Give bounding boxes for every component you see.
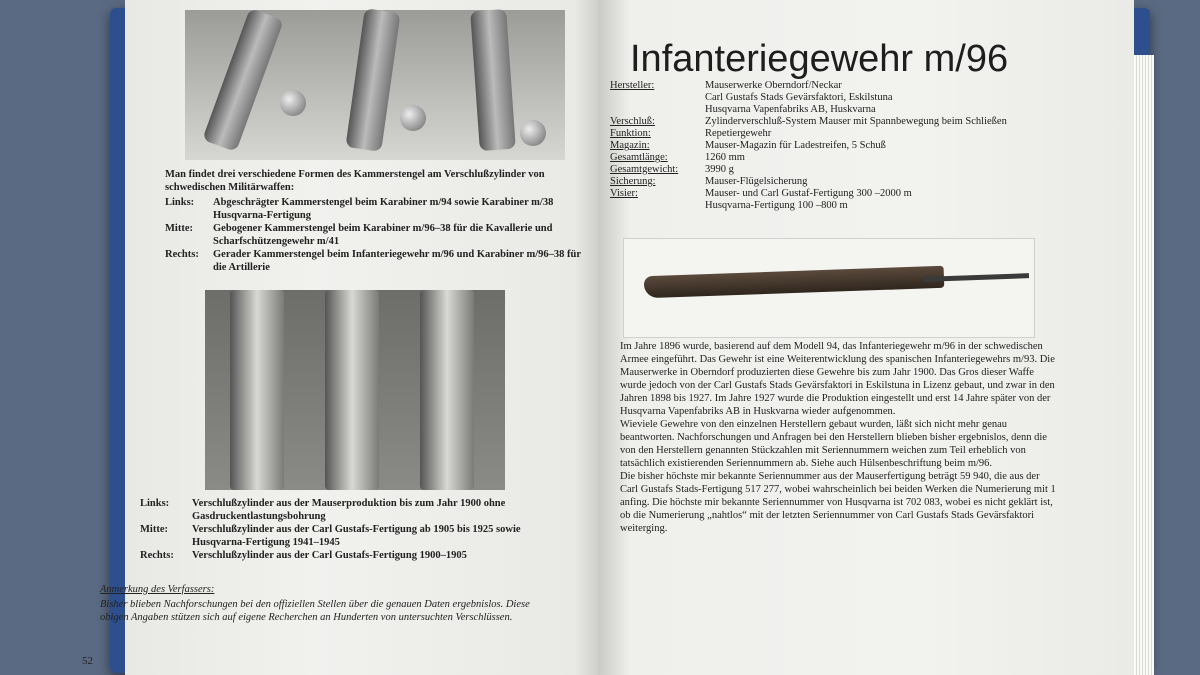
bolt-left bbox=[202, 8, 284, 152]
spec-label: Verschluß: bbox=[610, 116, 655, 127]
left-page bbox=[82, 0, 599, 675]
caption-label: Links: bbox=[140, 498, 170, 509]
spec-value: Mauserwerke Oberndorf/Neckar Carl Gustafs Stads Gevärsfaktori, Eskilstuna Husqvarna Vapenfabriks AB, Huskvarna bbox=[705, 80, 893, 115]
right-page bbox=[598, 0, 1134, 675]
spec-value: Mauser-Magazin für Ladestreifen, 5 Schuß bbox=[705, 140, 886, 151]
caption-label: Rechts: bbox=[140, 550, 174, 561]
caption-text: Verschlußzylinder aus der Mauserproduktion bis zum Jahr 1900 ohne Gasdruckentlastungsbohrung bbox=[192, 498, 506, 522]
spec-label: Funktion: bbox=[610, 128, 651, 139]
spec-table bbox=[610, 80, 1030, 212]
page-number: 52 bbox=[82, 655, 93, 667]
spec-value: Mauser- und Carl Gustaf-Fertigung 300 –2000 m Husqvarna-Fertigung 100 –800 m bbox=[705, 188, 912, 211]
spec-row bbox=[610, 140, 1030, 152]
spec-row bbox=[610, 116, 1030, 128]
caption-label: Links: bbox=[165, 197, 195, 208]
spec-row bbox=[610, 176, 1030, 188]
spec-row bbox=[610, 188, 1030, 212]
bolt-knob-right bbox=[520, 120, 546, 146]
cylinder-middle bbox=[325, 290, 379, 490]
caption-text: Verschlußzylinder aus der Carl Gustafs-Fertigung 1900–1905 bbox=[192, 550, 467, 561]
spec-label: Gesamtgewicht: bbox=[610, 164, 679, 175]
spec-row bbox=[610, 152, 1030, 164]
bolt-middle bbox=[345, 8, 400, 152]
caption-label: Mitte: bbox=[165, 223, 193, 234]
caption-label: Rechts: bbox=[165, 249, 199, 260]
spec-row bbox=[610, 164, 1030, 176]
spec-label: Magazin: bbox=[610, 140, 650, 151]
bolt-handles-photo bbox=[185, 10, 565, 160]
caption-list-1 bbox=[165, 196, 585, 274]
bolt-cylinders-photo bbox=[205, 290, 505, 490]
page-edges bbox=[1134, 55, 1154, 675]
caption-text: Gebogener Kammerstengel beim Karabiner m/96–38 für die Kavallerie und Scharfschützengewehr m/41 bbox=[213, 223, 553, 247]
spec-value: 3990 g bbox=[705, 164, 734, 175]
rifle-photo bbox=[623, 238, 1035, 338]
bolt-right bbox=[470, 9, 516, 151]
note-text: Bisher blieben Nachforschungen bei den offiziellen Stellen über die genauen Daten ergebnislos. Diese obigen Angaben stützen sich auf eigene Recherchen an Hunderten von untersuchten Verschlüssen. bbox=[100, 599, 530, 623]
cylinder-right bbox=[420, 290, 474, 490]
spec-value: Mauser-Flügelsicherung bbox=[705, 176, 808, 187]
rifle-stock bbox=[644, 266, 945, 298]
spec-row bbox=[610, 128, 1030, 140]
spec-row bbox=[610, 80, 1030, 116]
spec-value: 1260 mm bbox=[705, 152, 745, 163]
caption-label: Mitte: bbox=[140, 524, 168, 535]
bolt-knob-left bbox=[280, 90, 306, 116]
caption-list-2 bbox=[140, 497, 570, 562]
spec-label: Hersteller: bbox=[610, 80, 655, 91]
spec-value: Repetiergewehr bbox=[705, 128, 772, 139]
spec-label: Visier: bbox=[610, 188, 638, 199]
page-title: Infanteriegewehr m/96 bbox=[630, 38, 1009, 80]
spec-label: Gesamtlänge: bbox=[610, 152, 668, 163]
note-heading: Anmerkung des Verfassers: bbox=[100, 584, 215, 595]
caption-text: Verschlußzylinder aus der Carl Gustafs-Fertigung ab 1905 bis 1925 sowie Husqvarna-Fertigung 1941–1945 bbox=[192, 524, 521, 548]
cylinder-left bbox=[230, 290, 284, 490]
spec-value: Zylinderverschluß-System Mauser mit Spannbewegung beim Schließen bbox=[705, 116, 1007, 127]
caption-text: Gerader Kammerstengel beim Infanteriegewehr m/96 und Karabiner m/96–38 für die Artillerie bbox=[213, 249, 581, 273]
bolt-knob-middle bbox=[400, 105, 426, 131]
caption-text: Abgeschrägter Kammerstengel beim Karabiner m/94 sowie Karabiner m/38 Husqvarna-Fertigung bbox=[213, 197, 554, 221]
spec-label: Sicherung: bbox=[610, 176, 656, 187]
body-text: Im Jahre 1896 wurde, basierend auf dem Modell 94, das Infanteriegewehr m/96 in der schwedischen Armee eingeführt. Das Gewehr ist eine Weiterentwicklung des spanischen Infanteriegewehrs m/93. Die Mauserwerke in Oberndorf produzierten diese Gewehre bis zum Jahr 1900. Das Gros dieser Waffe wurde jedoch von der Carl Gustafs Stads Gevärsfaktori in Eskilstuna in Lizenz gebaut, und zwar in den Jahren 1898 bis 1927. Im Jahre 1927 wurde die Produktion eingestellt und erst 14 Jahre später von der Husqvarna Vapenfabriks AB in Huskvarna wieder aufgenommen. Wieviele Gewehre von den einzelnen Herstellern gebaut wurden, läßt sich nicht mehr genau beantworten. Nachforschungen und Anfragen bei den Herstellern blieben bisher ergebnislos, denn die von den Herstellern genannten Stückzahlen mit Seriennummern weichen zum Teil erheblich von tatsächlich existierenden Seriennummern ab. Siehe auch Hülsenbeschriftung beim m/96. Die bisher höchste mir bekannte Seriennummer aus der Mauserfertigung beträgt 59 940, die aus der Carl Gustafs Stads-Fertigung 517 277, wobei wahrscheinlich bei beiden Werken die Numerierung mit 1 anfing. Die höchste mir bekannte Seriennummer von Husqvarna ist 702 083, wobei es nicht geklärt ist, ob die Numerierung „nahtlos“ mit der letzten Seriennummer von Carl Gustafs Stads Gevärsfaktori weiterging. bbox=[620, 341, 1056, 534]
caption-intro: Man findet drei verschiedene Formen des Kammerstengel am Verschlußzylinder von schwedischen Militärwaffen: bbox=[165, 169, 545, 193]
